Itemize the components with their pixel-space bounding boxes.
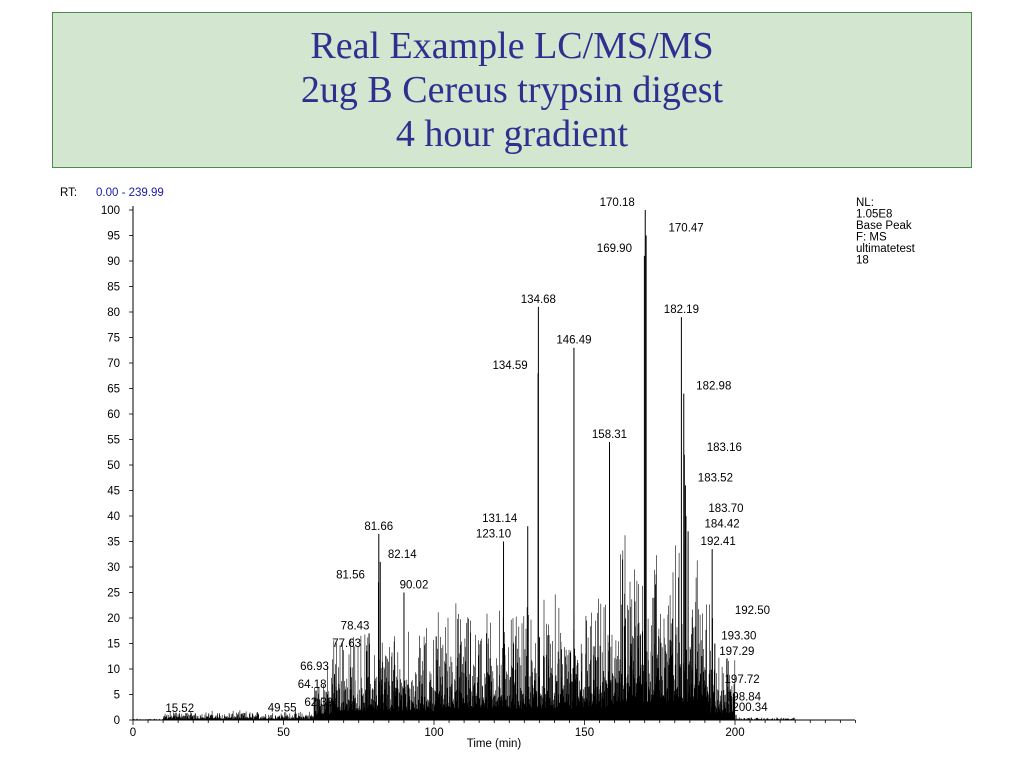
peak-label: 182.19 <box>663 304 699 317</box>
chromatogram-trace <box>133 210 795 720</box>
chromatogram-chart <box>0 180 1024 768</box>
peak-label: 183.52 <box>697 472 733 485</box>
slide-title-line-3: 4 hour gradient <box>395 113 629 155</box>
peak-label: 170.18 <box>599 197 635 209</box>
x-tick-label: 200 <box>725 727 745 739</box>
info-line: NL: <box>856 197 874 209</box>
peak-label: 193.30 <box>721 630 757 643</box>
y-tick-label: 55 <box>107 434 120 447</box>
x-tick-label: 0 <box>129 727 137 739</box>
y-tick-label: 0 <box>113 715 120 727</box>
peak-label: 192.41 <box>700 536 736 549</box>
peak-label: 170.47 <box>668 222 704 235</box>
y-tick-label: 50 <box>107 460 120 472</box>
peak-label: 49.55 <box>267 702 297 715</box>
peak-label: 184.42 <box>704 518 740 531</box>
y-tick-label: 30 <box>107 562 120 574</box>
y-tick-label: 45 <box>107 485 120 498</box>
x-axis-title: Time (min) <box>466 738 522 750</box>
peak-label: 146.49 <box>556 334 592 347</box>
y-tick-label: 60 <box>107 409 120 421</box>
peak-label: 134.68 <box>520 293 556 306</box>
y-tick-label: 65 <box>107 383 120 396</box>
y-tick-label: 100 <box>100 205 120 217</box>
y-tick-label: 15 <box>107 638 120 651</box>
y-tick-label: 90 <box>107 256 120 268</box>
peak-label: 81.66 <box>364 520 394 533</box>
peak-label: 62.39 <box>304 696 334 709</box>
peak-label: 158.31 <box>591 429 628 442</box>
peak-label: 192.50 <box>734 605 771 617</box>
peak-label: 134.59 <box>492 360 528 373</box>
y-tick-label: 5 <box>113 689 120 702</box>
peak-label: 15.52 <box>165 702 195 715</box>
rt-range: 0.00 - 239.99 <box>96 187 164 199</box>
y-tick-label: 20 <box>107 613 120 625</box>
peak-label: 82.14 <box>387 548 417 561</box>
x-tick-label: 50 <box>277 727 290 739</box>
peak-label: 200.34 <box>732 701 768 714</box>
info-line: Base Peak <box>856 220 912 232</box>
peak-label: 64.18 <box>297 678 327 691</box>
peak-label: 183.16 <box>706 441 742 454</box>
y-tick-label: 70 <box>107 358 120 370</box>
y-tick-label: 10 <box>107 664 120 676</box>
info-line: F: MS <box>856 231 887 244</box>
peak-label: 81.56 <box>336 569 365 582</box>
slide-title-line-2: 2ug B Cereus trypsin digest <box>300 69 724 111</box>
y-tick-label: 35 <box>107 536 120 549</box>
slide-title-box <box>52 12 972 168</box>
rt-label: RT: <box>60 187 78 199</box>
x-tick-label: 150 <box>574 727 595 739</box>
peak-label: 131.14 <box>482 513 518 526</box>
peak-label: 197.29 <box>719 645 755 658</box>
peak-label: 169.90 <box>596 242 632 255</box>
x-tick-label: 100 <box>424 727 444 739</box>
y-tick-label: 25 <box>107 587 120 600</box>
info-line: ultimatetest <box>856 243 915 255</box>
peak-label: 77.63 <box>332 638 362 651</box>
peak-label: 123.10 <box>475 528 512 541</box>
y-tick-label: 85 <box>107 281 120 294</box>
info-block <box>856 197 916 267</box>
baseline-noise <box>133 535 795 720</box>
peak-label: 183.70 <box>708 503 744 515</box>
peak-label: 182.98 <box>696 380 732 393</box>
peak-label: 198.84 <box>725 691 762 704</box>
y-tick-label: 95 <box>107 230 120 243</box>
peak-label: 66.93 <box>300 661 329 674</box>
y-tick-label: 40 <box>107 511 120 523</box>
y-tick-label: 80 <box>107 307 120 319</box>
peak-label: 197.72 <box>724 673 760 686</box>
y-tick-label: 75 <box>107 332 120 345</box>
slide-title-line-1: Real Example LC/MS/MS <box>310 25 714 67</box>
info-line: 1.05E8 <box>856 208 893 221</box>
peak-label: 78.43 <box>340 620 370 633</box>
peak-label: 90.02 <box>399 579 429 592</box>
info-line: 18 <box>856 254 869 267</box>
